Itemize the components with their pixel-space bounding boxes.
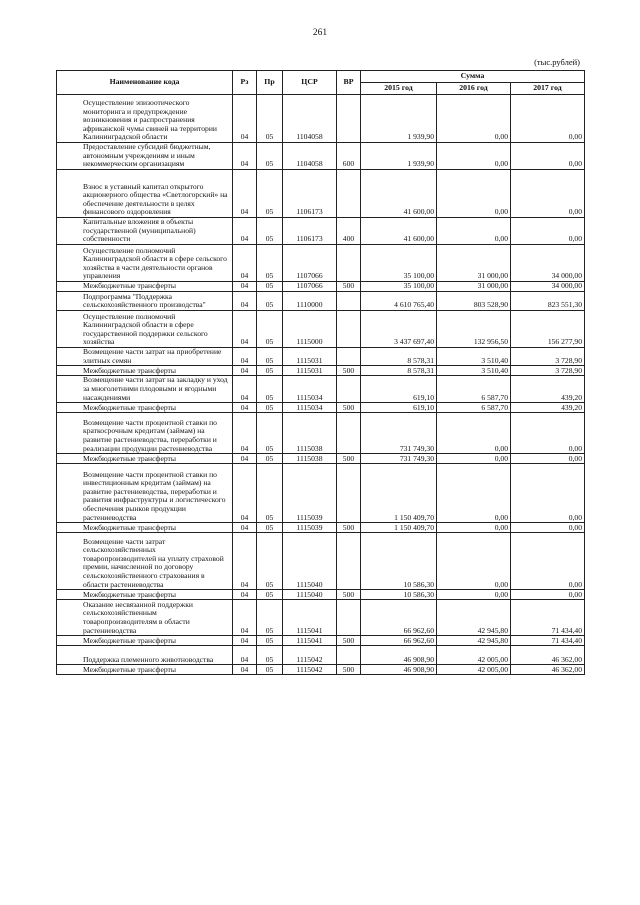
header-2017: 2017 год <box>511 83 585 95</box>
row-rz: 04 <box>233 646 257 665</box>
table-row <box>57 366 585 376</box>
row-rz: 04 <box>233 600 257 636</box>
table-row <box>57 218 585 245</box>
row-vr: 500 <box>337 590 361 600</box>
row-csr: 1115039 <box>283 523 337 533</box>
table-row <box>57 143 585 170</box>
row-vr <box>337 95 361 143</box>
row-2017: 34 000,00 <box>511 245 585 282</box>
row-name: Межбюджетные трансферты <box>57 523 233 533</box>
row-2015: 46 908,90 <box>361 665 437 675</box>
header-2016: 2016 год <box>437 83 511 95</box>
row-csr: 1115031 <box>283 366 337 376</box>
row-pr: 05 <box>257 403 283 413</box>
row-2015: 66 962,60 <box>361 600 437 636</box>
row-2016: 0,00 <box>437 95 511 143</box>
row-rz: 04 <box>233 348 257 366</box>
row-2016: 42 945,80 <box>437 636 511 646</box>
row-pr: 05 <box>257 636 283 646</box>
row-pr: 05 <box>257 143 283 170</box>
row-2015: 1 150 409,70 <box>361 523 437 533</box>
row-vr <box>337 245 361 282</box>
row-vr: 500 <box>337 403 361 413</box>
row-2017: 0,00 <box>511 413 585 454</box>
row-vr <box>337 311 361 348</box>
header-pr: Пр <box>257 71 283 95</box>
row-csr: 1115000 <box>283 311 337 348</box>
row-2015: 1 150 409,70 <box>361 464 437 523</box>
row-csr: 1106173 <box>283 218 337 245</box>
row-name: Взнос в уставный капитал открытого акционерного общества «Светлогорский» на обеспечение деятельности в целях финансового оздоровления <box>57 170 233 218</box>
row-pr: 05 <box>257 413 283 454</box>
row-2015: 66 962,60 <box>361 636 437 646</box>
row-2017: 0,00 <box>511 95 585 143</box>
row-2015: 3 437 697,40 <box>361 311 437 348</box>
row-2015: 619,10 <box>361 403 437 413</box>
table-row <box>57 464 585 523</box>
row-2017: 71 434,40 <box>511 600 585 636</box>
row-pr: 05 <box>257 523 283 533</box>
row-2017: 3 728,90 <box>511 366 585 376</box>
row-csr: 1104058 <box>283 95 337 143</box>
row-2015: 10 586,30 <box>361 533 437 590</box>
row-pr: 05 <box>257 292 283 311</box>
row-pr: 05 <box>257 95 283 143</box>
row-csr: 1107066 <box>283 245 337 282</box>
row-vr: 500 <box>337 454 361 464</box>
row-name: Межбюджетные трансферты <box>57 282 233 292</box>
row-vr: 500 <box>337 282 361 292</box>
row-2015: 41 600,00 <box>361 170 437 218</box>
table-row <box>57 636 585 646</box>
row-2016: 0,00 <box>437 454 511 464</box>
row-2015: 1 939,90 <box>361 95 437 143</box>
row-vr <box>337 348 361 366</box>
row-rz: 04 <box>233 403 257 413</box>
row-2016: 0,00 <box>437 413 511 454</box>
table-row <box>57 282 585 292</box>
row-vr: 500 <box>337 665 361 675</box>
table-row <box>57 590 585 600</box>
row-vr: 500 <box>337 366 361 376</box>
row-pr: 05 <box>257 282 283 292</box>
row-2017: 0,00 <box>511 143 585 170</box>
row-pr: 05 <box>257 245 283 282</box>
row-2016: 0,00 <box>437 143 511 170</box>
row-2015: 41 600,00 <box>361 218 437 245</box>
row-2015: 46 908,90 <box>361 646 437 665</box>
header-csr: ЦСР <box>283 71 337 95</box>
row-2017: 0,00 <box>511 533 585 590</box>
row-vr <box>337 376 361 403</box>
table-row <box>57 533 585 590</box>
row-csr: 1115042 <box>283 665 337 675</box>
row-csr: 1115042 <box>283 646 337 665</box>
row-rz: 04 <box>233 665 257 675</box>
table-row <box>57 170 585 218</box>
row-csr: 1115038 <box>283 454 337 464</box>
row-pr: 05 <box>257 366 283 376</box>
row-2017: 0,00 <box>511 464 585 523</box>
row-rz: 04 <box>233 413 257 454</box>
row-2016: 0,00 <box>437 218 511 245</box>
row-rz: 04 <box>233 95 257 143</box>
row-name: Поддержка племенного животноводства <box>57 646 233 665</box>
row-2016: 31 000,00 <box>437 245 511 282</box>
row-pr: 05 <box>257 170 283 218</box>
row-rz: 04 <box>233 590 257 600</box>
row-2017: 0,00 <box>511 218 585 245</box>
row-2016: 0,00 <box>437 170 511 218</box>
row-rz: 04 <box>233 311 257 348</box>
row-2015: 731 749,30 <box>361 454 437 464</box>
row-2017: 0,00 <box>511 590 585 600</box>
row-pr: 05 <box>257 218 283 245</box>
row-2017: 156 277,90 <box>511 311 585 348</box>
table-row <box>57 454 585 464</box>
header-name: Наименование кода <box>57 71 233 95</box>
row-csr: 1115034 <box>283 376 337 403</box>
row-name: Капитальные вложения в объекты государственной (муниципальной) собственности <box>57 218 233 245</box>
row-2015: 1 939,90 <box>361 143 437 170</box>
row-csr: 1115041 <box>283 600 337 636</box>
row-pr: 05 <box>257 600 283 636</box>
row-rz: 04 <box>233 376 257 403</box>
table-row <box>57 403 585 413</box>
units-label: (тыс.рублей) <box>534 57 580 67</box>
row-csr: 1110000 <box>283 292 337 311</box>
row-name: Межбюджетные трансферты <box>57 454 233 464</box>
header-2015: 2015 год <box>361 83 437 95</box>
row-pr: 05 <box>257 590 283 600</box>
table-row <box>57 311 585 348</box>
row-2016: 803 528,90 <box>437 292 511 311</box>
table-row <box>57 245 585 282</box>
row-name: Возмещение части затрат на закладку и уход за многолетними плодовыми и ягодными насаждениями <box>57 376 233 403</box>
row-name: Межбюджетные трансферты <box>57 636 233 646</box>
row-2016: 6 587,70 <box>437 376 511 403</box>
row-rz: 04 <box>233 292 257 311</box>
row-name: Возмещение части затрат на приобретение элитных семян <box>57 348 233 366</box>
row-2016: 0,00 <box>437 523 511 533</box>
row-2016: 3 510,40 <box>437 348 511 366</box>
budget-table <box>56 70 585 675</box>
row-name: Межбюджетные трансферты <box>57 590 233 600</box>
row-vr: 600 <box>337 143 361 170</box>
row-pr: 05 <box>257 376 283 403</box>
row-2016: 42 005,00 <box>437 646 511 665</box>
header-row <box>57 71 585 83</box>
row-name: Возмещение части процентной ставки по инвестиционным кредитам (займам) на развитие растениеводства, переработки и развития инфраструктуры и логистического обеспечения рынков продукции растениеводства <box>57 464 233 523</box>
row-csr: 1106173 <box>283 170 337 218</box>
row-2016: 42 945,80 <box>437 600 511 636</box>
row-rz: 04 <box>233 533 257 590</box>
row-rz: 04 <box>233 454 257 464</box>
row-name: Осуществление полномочий Калининградской области в сфере государственной поддержки сельского хозяйства <box>57 311 233 348</box>
row-csr: 1107066 <box>283 282 337 292</box>
row-rz: 04 <box>233 366 257 376</box>
row-2015: 35 100,00 <box>361 245 437 282</box>
row-vr: 500 <box>337 523 361 533</box>
row-2016: 6 587,70 <box>437 403 511 413</box>
row-vr: 400 <box>337 218 361 245</box>
row-vr: 500 <box>337 636 361 646</box>
header-vr: ВР <box>337 71 361 95</box>
row-vr <box>337 600 361 636</box>
table-row <box>57 523 585 533</box>
row-2017: 823 551,30 <box>511 292 585 311</box>
row-vr <box>337 533 361 590</box>
row-vr <box>337 413 361 454</box>
row-name: Возмещение части затрат сельскохозяйственных товаропроизводителей на уплату страховой премии, начисленной по договору сельскохозяйственного страхования в области растениеводства <box>57 533 233 590</box>
row-name: Подпрограмма "Поддержка сельскохозяйственного производства" <box>57 292 233 311</box>
row-name: Межбюджетные трансферты <box>57 403 233 413</box>
row-2017: 46 362,00 <box>511 665 585 675</box>
row-csr: 1115034 <box>283 403 337 413</box>
row-name: Предоставление субсидий бюджетным, автономным учреждениям и иным некоммерческим организациям <box>57 143 233 170</box>
header-sum: Сумма <box>361 71 585 83</box>
table-row <box>57 348 585 366</box>
row-rz: 04 <box>233 523 257 533</box>
table-row <box>57 95 585 143</box>
row-pr: 05 <box>257 311 283 348</box>
row-rz: 04 <box>233 636 257 646</box>
row-csr: 1115041 <box>283 636 337 646</box>
row-csr: 1104058 <box>283 143 337 170</box>
table-row <box>57 665 585 675</box>
row-2017: 71 434,40 <box>511 636 585 646</box>
row-2016: 0,00 <box>437 464 511 523</box>
row-name: Осуществление эпизоотического мониторинга и предупреждение возникновения и распространения африканской чумы свиней на территории Калининградской области <box>57 95 233 143</box>
row-pr: 05 <box>257 464 283 523</box>
row-2015: 35 100,00 <box>361 282 437 292</box>
row-csr: 1115040 <box>283 533 337 590</box>
table-row <box>57 646 585 665</box>
row-csr: 1115031 <box>283 348 337 366</box>
table-row <box>57 292 585 311</box>
row-2015: 4 610 765,40 <box>361 292 437 311</box>
row-vr <box>337 170 361 218</box>
row-name: Осуществление полномочий Калининградской области в сфере сельского хозяйства в части деятельности органов управления <box>57 245 233 282</box>
row-vr <box>337 464 361 523</box>
row-2015: 8 578,31 <box>361 366 437 376</box>
row-pr: 05 <box>257 646 283 665</box>
row-name: Возмещение части процентной ставки по краткосрочным кредитам (займам) на развитие растениеводства, переработки и реализации продукции растениеводства <box>57 413 233 454</box>
row-2017: 0,00 <box>511 170 585 218</box>
header-rz: Рз <box>233 71 257 95</box>
row-pr: 05 <box>257 665 283 675</box>
row-2016: 42 005,00 <box>437 665 511 675</box>
row-name: Межбюджетные трансферты <box>57 665 233 675</box>
row-csr: 1115038 <box>283 413 337 454</box>
table-row <box>57 600 585 636</box>
row-csr: 1115040 <box>283 590 337 600</box>
row-2016: 31 000,00 <box>437 282 511 292</box>
row-2016: 132 956,50 <box>437 311 511 348</box>
row-rz: 04 <box>233 170 257 218</box>
row-2016: 3 510,40 <box>437 366 511 376</box>
row-csr: 1115039 <box>283 464 337 523</box>
row-2015: 10 586,30 <box>361 590 437 600</box>
row-name: Межбюджетные трансферты <box>57 366 233 376</box>
row-2017: 439,20 <box>511 376 585 403</box>
row-2017: 34 000,00 <box>511 282 585 292</box>
row-2016: 0,00 <box>437 533 511 590</box>
row-pr: 05 <box>257 454 283 464</box>
row-2017: 46 362,00 <box>511 646 585 665</box>
row-rz: 04 <box>233 464 257 523</box>
row-rz: 04 <box>233 245 257 282</box>
row-2017: 439,20 <box>511 403 585 413</box>
row-2016: 0,00 <box>437 590 511 600</box>
page-number: 261 <box>312 28 328 38</box>
table-row <box>57 376 585 403</box>
row-2017: 0,00 <box>511 454 585 464</box>
row-vr <box>337 646 361 665</box>
row-2017: 0,00 <box>511 523 585 533</box>
row-rz: 04 <box>233 218 257 245</box>
row-rz: 04 <box>233 282 257 292</box>
row-2017: 3 728,90 <box>511 348 585 366</box>
row-vr <box>337 292 361 311</box>
row-2015: 8 578,31 <box>361 348 437 366</box>
row-2015: 731 749,30 <box>361 413 437 454</box>
row-pr: 05 <box>257 533 283 590</box>
row-pr: 05 <box>257 348 283 366</box>
row-2015: 619,10 <box>361 376 437 403</box>
table-row <box>57 413 585 454</box>
row-rz: 04 <box>233 143 257 170</box>
row-name: Оказание несвязанной поддержки сельскохозяйственным товаропроизводителям в области растениеводства <box>57 600 233 636</box>
